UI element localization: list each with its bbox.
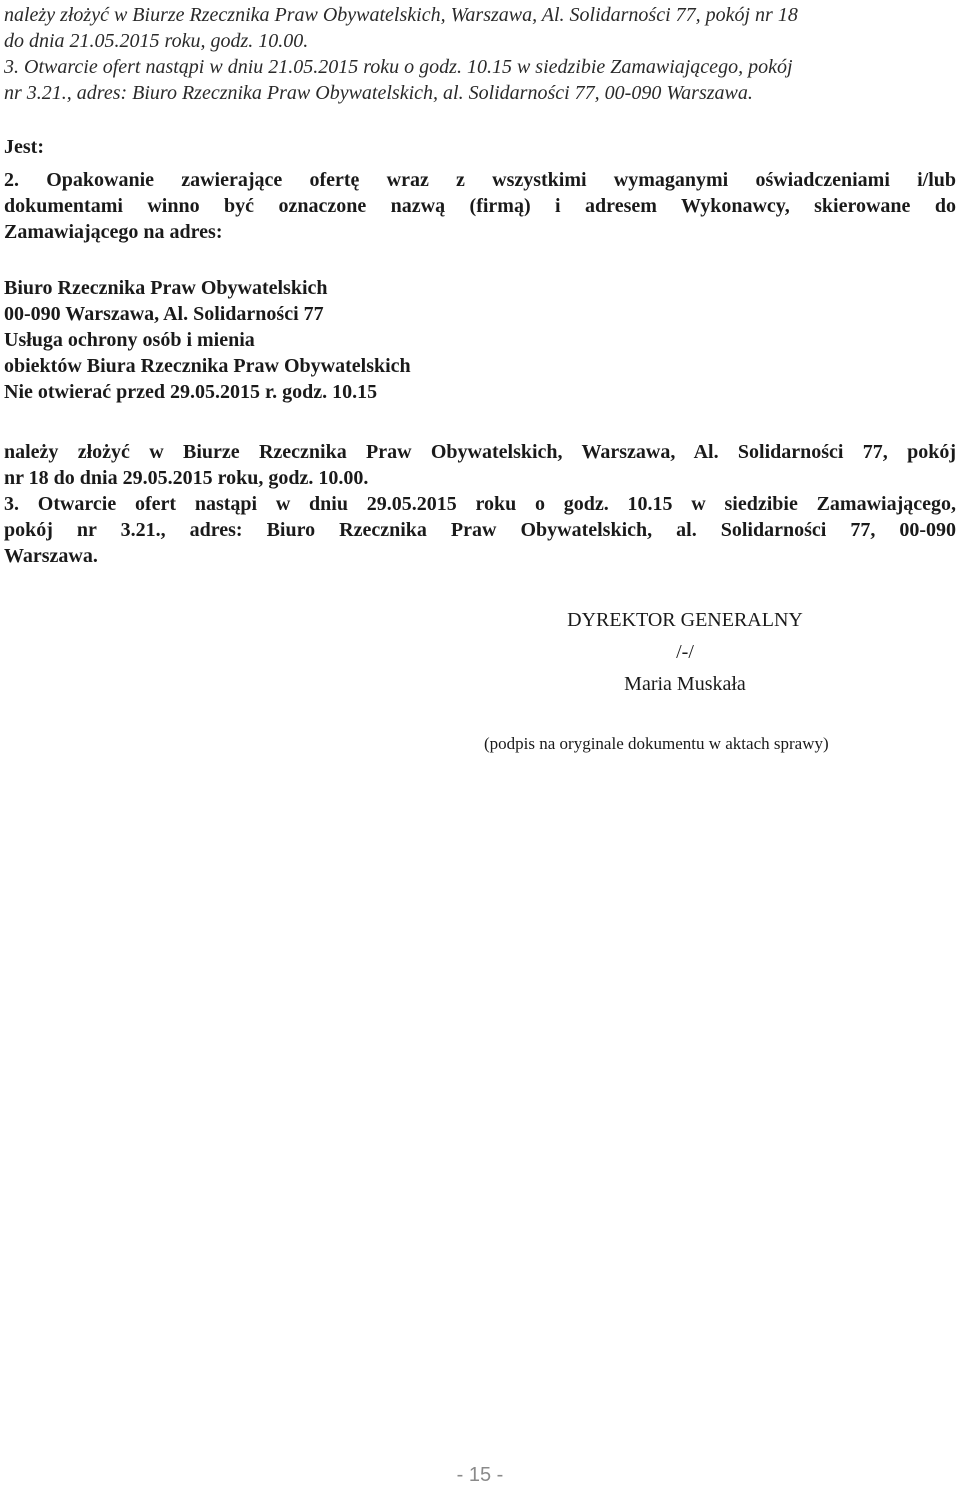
submission-section <box>4 439 956 569</box>
signature-mark: /-/ <box>676 641 694 663</box>
address-line: 00-090 Warszawa, Al. Solidarności 77 <box>4 303 324 325</box>
packaging-paragraph <box>4 167 956 245</box>
submission-line: należy złożyć w Biurze Rzecznika Praw Obywatelskich, Warszawa, Al. Solidarności 77, pokój <box>4 441 956 463</box>
address-line: Usługa ochrony osób i mienia <box>4 329 255 351</box>
packaging-paragraph-line: dokumentami winno być oznaczone nazwą (firmą) i adresem Wykonawcy, skierowane do <box>4 195 956 217</box>
previous-wording-section <box>4 2 956 106</box>
submission-line: Warszawa. <box>4 545 98 567</box>
previous-wording-line: nr 3.21., adres: Biuro Rzecznika Praw Obywatelskich, al. Solidarności 77, 00-090 Warszawa. <box>4 82 753 104</box>
page-number: - 15 - <box>456 1464 504 1486</box>
packaging-paragraph-line: Zamawiającego na adres: <box>4 221 223 243</box>
submission-line: pokój nr 3.21., adres: Biuro Rzecznika Praw Obywatelskich, al. Solidarności 77, 00-090 <box>4 519 956 541</box>
signatory-name: Maria Muskała <box>624 673 746 695</box>
address-line: Biuro Rzecznika Praw Obywatelskich <box>4 277 328 299</box>
previous-wording-line: do dnia 21.05.2015 roku, godz. 10.00. <box>4 30 309 52</box>
packaging-paragraph-line: 2. Opakowanie zawierające ofertę wraz z wszystkimi wymaganymi oświadczeniami i/lub <box>4 169 956 191</box>
previous-wording-line: należy złożyć w Biurze Rzecznika Praw Obywatelskich, Warszawa, Al. Solidarności 77, pokój nr 18 <box>4 4 798 26</box>
signature-note: (podpis na oryginale dokumentu w aktach sprawy) <box>484 734 829 753</box>
submission-line: 3. Otwarcie ofert nastąpi w dniu 29.05.2015 roku o godz. 10.15 w siedzibie Zamawiającego, <box>4 493 956 515</box>
jest-label: Jest: <box>4 136 44 158</box>
address-line: obiektów Biura Rzecznika Praw Obywatelskich <box>4 355 411 377</box>
signature-block <box>480 604 890 700</box>
envelope-address-block <box>4 275 956 405</box>
submission-line: nr 18 do dnia 29.05.2015 roku, godz. 10.00. <box>4 467 369 489</box>
signatory-title: DYREKTOR GENERALNY <box>567 609 803 631</box>
address-line: Nie otwierać przed 29.05.2015 r. godz. 10.15 <box>4 381 378 403</box>
previous-wording-line: 3. Otwarcie ofert nastąpi w dniu 21.05.2015 roku o godz. 10.15 w siedzibie Zamawiającego, pokój <box>4 56 793 78</box>
